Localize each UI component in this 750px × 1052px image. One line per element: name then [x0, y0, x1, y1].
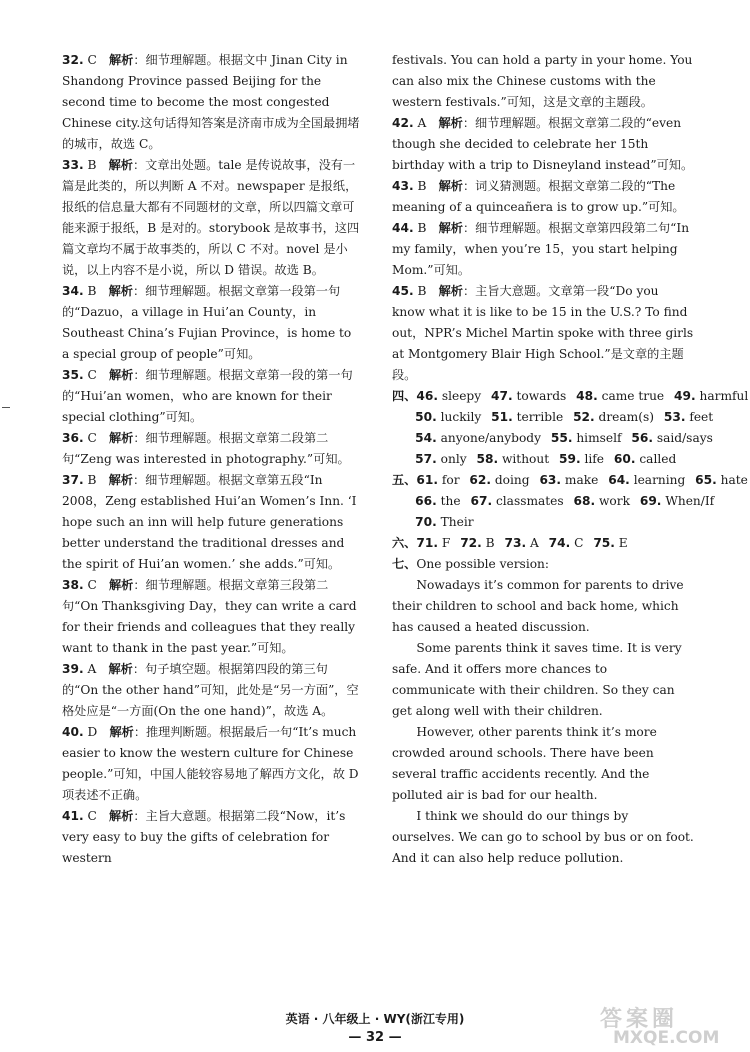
blank-answer: learning	[633, 473, 686, 487]
blank-answer: classmates	[495, 494, 564, 508]
answer-item	[62, 575, 362, 659]
answer-item	[62, 659, 362, 722]
answer-choice: A	[87, 662, 97, 676]
analysis-label: 解析	[108, 368, 134, 382]
section-label: 四、	[392, 389, 417, 403]
analysis-text: ：细节理解题。根据文章第四段第二句“In my family，when you’re 15，you start helping Mom.”可知。	[392, 221, 690, 277]
answer-choice: B	[87, 284, 97, 298]
analysis-label: 解析	[438, 284, 463, 298]
blank-number: 59.	[559, 452, 581, 466]
blank-number: 50.	[415, 410, 437, 424]
analysis-label: 解析	[108, 284, 133, 298]
answer-item	[392, 176, 694, 218]
margin-tick	[2, 407, 10, 408]
blank-number: 69.	[639, 494, 662, 508]
blank-answer: anyone/anybody	[440, 431, 541, 445]
watermark-logo	[585, 1002, 745, 1052]
analysis-text: ：细节理解题。根据文章第一段的第一句的“Hui’an women，who are known for their special clothing”可知。	[62, 368, 353, 424]
analysis-text: ：推理判断题。根据最后一句“It’s much easier to know the western culture for Chinese people.”可知，中国人能较容易地了解西方文化，故 D 项表述不正确。	[62, 725, 359, 802]
answer-choice: D	[87, 725, 98, 739]
blank-answer: for	[441, 473, 460, 487]
answer-item	[62, 722, 362, 806]
analysis-label: 解析	[108, 578, 134, 592]
answer-number: 34.	[62, 284, 84, 298]
analysis-text: ：句子填空题。根据第四段的第三句的“On the other hand”可知，此处是“另一方面”，空格处应是“一方面(On the one hand)”，故选 A。	[62, 662, 359, 718]
answer-row	[392, 512, 694, 533]
analysis-label: 解析	[438, 116, 463, 130]
answer-number: 38.	[62, 578, 84, 592]
blank-number: 48.	[576, 389, 598, 403]
blank-answer: called	[639, 452, 677, 466]
answer-item	[62, 806, 362, 869]
answer-number: 43.	[392, 179, 414, 193]
answer-item	[392, 281, 694, 386]
answer-item	[62, 155, 362, 281]
answer-choice: A	[417, 116, 427, 130]
analysis-label: 解析	[108, 431, 134, 445]
analysis-text: ：词义猜测题。根据文章第二段的“The meaning of a quinceañera is to grow up.”可知。	[392, 179, 685, 214]
section-7	[392, 554, 694, 869]
blank-answer: F	[441, 536, 451, 550]
answer-row	[392, 428, 713, 449]
blank-answer: A	[529, 536, 539, 550]
answer-item	[62, 281, 362, 365]
answer-number: 40.	[62, 725, 84, 739]
answer-choice: C	[87, 368, 97, 382]
blank-answer: B	[485, 536, 495, 550]
blank-answer: terrible	[516, 410, 564, 424]
answer-item	[392, 113, 694, 176]
answer-item	[62, 470, 362, 575]
blank-answer: said/says	[656, 431, 713, 445]
answer-number: 42.	[392, 116, 414, 130]
essay-paragraph: I think we should do our things by ourselves. We can go to school by bus or on foot. And it can also help reduce pollution.	[392, 809, 694, 865]
answer-item	[392, 218, 694, 281]
watermark-url: MXQE.COM	[613, 1028, 720, 1048]
blank-number: 52.	[573, 410, 595, 424]
blank-answer: harmful	[699, 389, 749, 403]
answer-choice: C	[87, 809, 97, 823]
answer-choice: B	[417, 179, 427, 193]
blank-number: 62.	[469, 473, 491, 487]
blank-number: 46.	[416, 389, 438, 403]
blank-answer: E	[618, 536, 628, 550]
blank-answer: feet	[689, 410, 714, 424]
answer-choice: C	[87, 53, 97, 67]
section-label: 五、	[392, 473, 417, 487]
blank-answer: sleepy	[441, 389, 482, 403]
analysis-label: 解析	[108, 53, 134, 67]
answer-number: 39.	[62, 662, 84, 676]
left-column	[62, 50, 362, 869]
blank-answer: Their	[440, 515, 474, 529]
blank-number: 66.	[415, 494, 437, 508]
answer-number: 44.	[392, 221, 414, 235]
analysis-text: ：细节理解题。根据文章第二段第二句“Zeng was interested in photography.”可知。	[62, 431, 350, 466]
analysis-label: 解析	[438, 179, 463, 193]
answer-row	[392, 407, 714, 428]
blank-answer: C	[574, 536, 584, 550]
blank-number: 57.	[415, 452, 437, 466]
blank-number: 55.	[550, 431, 573, 445]
blank-answer: life	[584, 452, 605, 466]
analysis-label: 解析	[108, 809, 134, 823]
answer-item	[62, 365, 362, 428]
answer-choice: C	[87, 578, 97, 592]
blank-answer: dream(s)	[598, 410, 654, 424]
analysis-text: ：细节理解题。根据文章第一段第一句的“Dazuo，a village in Hui’an County，in Southeast China’s Fujian Province，is home to a special group of people”可知。	[62, 284, 352, 361]
answer-choice: C	[87, 431, 97, 445]
answer-number: 36.	[62, 431, 84, 445]
analysis-text: ：主旨大意题。根据第二段“Now，it’s very easy to buy the gifts of celebration for western	[62, 809, 346, 865]
answer-number: 41.	[62, 809, 84, 823]
answer-number: 37.	[62, 473, 84, 487]
watermark-text: 答案圈	[600, 1007, 679, 1032]
blank-answer: himself	[576, 431, 622, 445]
analysis-text: ：细节理解题。根据文章第五段“In 2008，Zeng established Hui’an Women’s Inn. ‘I hope such an inn will help future generations better understand the traditional dresses and the spirit of Hui’an women.’ she adds.”可知。	[62, 473, 357, 571]
analysis-text: ：主旨大意题。文章第一段“Do you know what it is like to be 15 in the U.S.? To find out，NPR’s Michel Martin spoke with three girls at Montgomery Blair High School.”是文章的主题段。	[392, 284, 694, 382]
answer-row	[392, 470, 748, 491]
blank-number: 63.	[539, 473, 562, 487]
analysis-text: ：细节理解题。根据文中 Jinan City in Shandong Province passed Beijing for the second time to become the most congested Chinese city.这句话得知答案是济南市成为全国最拥堵的城市，故选 C。	[62, 53, 360, 151]
analysis-text: ：细节理解题。根据文章第二段的“even though she decided to celebrate her 15th birthday with a trip to Disneyland instead”可知。	[392, 116, 694, 172]
analysis-label: 解析	[108, 158, 133, 172]
answer-row	[392, 449, 694, 470]
answer-item	[62, 50, 362, 155]
answer-number: 45.	[392, 284, 414, 298]
blank-number: 72.	[460, 536, 482, 550]
answer-choice: B	[417, 221, 427, 235]
analysis-text: ：文章出处题。tale 是传说故事，没有一篇是此类的，所以判断 A 不对。newspaper 是报纸，报纸的信息量大都有不同题材的文章，所以四篇文章可能来源于报纸，B 是对的。storybook 是故事书，这四篇文章均不属于故事类的，所以 C 不对。novel 是小说，以上内容不是小说，所以 D 错误。故选 B。	[62, 158, 360, 277]
analysis-label: 解析	[108, 473, 133, 487]
blank-answer: make	[564, 473, 599, 487]
blank-number: 75.	[593, 536, 615, 550]
right-answer-list	[392, 113, 694, 386]
answer-row	[392, 533, 694, 554]
blank-number: 70.	[415, 515, 437, 529]
essay-intro: One possible version:	[416, 557, 550, 571]
model-essay	[392, 575, 694, 869]
answer-number: 32.	[62, 53, 84, 67]
answer-item	[62, 428, 362, 470]
analysis-text: ：细节理解题。根据文章第三段第二句“On Thanksgiving Day，they can write a card for their friends and colleagues that they really want to thank in the past year.”可知。	[62, 578, 357, 655]
blank-answer: doing	[494, 473, 530, 487]
blank-number: 64.	[608, 473, 630, 487]
blank-answer: the	[440, 494, 461, 508]
blank-answer: without	[501, 452, 550, 466]
blank-answer: work	[598, 494, 630, 508]
answer-row	[392, 386, 749, 407]
blank-number: 74.	[548, 536, 571, 550]
blank-number: 65.	[695, 473, 717, 487]
blank-number: 53.	[663, 410, 686, 424]
blank-number: 68.	[573, 494, 596, 508]
answer-row	[392, 491, 715, 512]
answer-41-continued: festivals. You can hold a party in your home. You can also mix the Chinese customs with the western festivals.”可知，这是文章的主题段。	[392, 53, 693, 109]
blank-number: 49.	[674, 389, 696, 403]
blank-answer: When/If	[665, 494, 715, 508]
blank-number: 71.	[416, 536, 438, 550]
blank-number: 54.	[415, 431, 437, 445]
blank-number: 51.	[491, 410, 513, 424]
answer-choice: B	[417, 284, 427, 298]
section-6	[392, 533, 694, 554]
essay-paragraph: However, other parents think it’s more crowded around schools. There have been several traffic accidents recently. And the polluted air is bad for our health.	[392, 725, 657, 802]
blank-answer: only	[440, 452, 467, 466]
page-number: — 32 —	[348, 1030, 402, 1045]
right-column	[392, 50, 749, 869]
analysis-label: 解析	[109, 725, 134, 739]
section-5	[392, 470, 748, 533]
blank-answer: came true	[601, 389, 665, 403]
analysis-label: 解析	[438, 221, 463, 235]
blank-answer: towards	[516, 389, 567, 403]
analysis-label: 解析	[108, 662, 133, 676]
essay-paragraph: Nowadays it’s common for parents to drive their children to school and back home, which has caused a heated discussion.	[392, 578, 684, 634]
blank-number: 67.	[470, 494, 493, 508]
answer-choice: B	[87, 158, 97, 172]
answer-number: 33.	[62, 158, 84, 172]
blank-answer: hate	[720, 473, 748, 487]
blank-number: 58.	[476, 452, 499, 466]
blank-number: 60.	[613, 452, 636, 466]
footer-subject: 英语 · 八年级上 · WY(浙江专用)	[285, 1012, 465, 1026]
section-7-label: 七、	[392, 557, 417, 571]
answer-choice: B	[87, 473, 97, 487]
blank-answer: luckily	[440, 410, 482, 424]
blank-number: 47.	[490, 389, 513, 403]
blank-number: 61.	[416, 473, 438, 487]
essay-paragraph: Some parents think it saves time. It is very safe. And it offers more chances to communicate with their children. So they can get along well with their children.	[392, 641, 682, 718]
blank-number: 73.	[504, 536, 527, 550]
answer-number: 35.	[62, 368, 84, 382]
section-4	[392, 386, 749, 470]
section-label: 六、	[392, 536, 417, 550]
blank-number: 56.	[631, 431, 653, 445]
